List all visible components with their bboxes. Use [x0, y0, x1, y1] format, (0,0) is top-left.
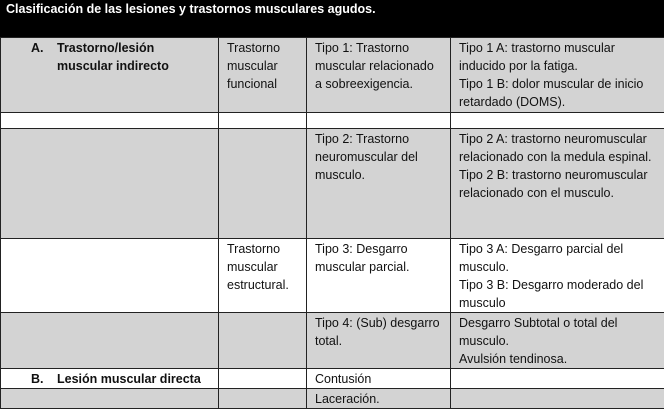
- table-row: [1, 38, 664, 113]
- section-a-label: Trastorno/lesión muscular indirecto: [57, 39, 207, 75]
- table-row: [1, 129, 664, 239]
- type-2-details: [451, 129, 664, 239]
- subcategory-empty: [219, 129, 307, 239]
- subcategory-empty: [219, 313, 307, 369]
- classification-grid: [0, 37, 664, 409]
- type-3: Tipo 3: Desgarro muscular parcial.: [307, 239, 451, 313]
- table-row: [1, 389, 664, 409]
- table-row-spacer: [1, 113, 664, 129]
- type-1: Tipo 1: Trastorno muscular relacionado a sobreexigencia.: [307, 38, 451, 113]
- subcategory-structural: Trastorno muscular estructural.: [219, 239, 307, 313]
- section-a-cell: [1, 38, 219, 113]
- type-2: Tipo 2: Trastorno neuromuscular del musculo.: [307, 129, 451, 239]
- type-4-avulsion-text: Avulsión tendinosa.: [459, 350, 658, 368]
- section-b-label: Lesión muscular directa: [57, 370, 201, 388]
- type-2b-text: Tipo 2 B: trastorno neuromuscular relacionado con el musculo.: [459, 166, 658, 202]
- type-1a-text: Tipo 1 A: trastorno muscular inducido por la fatiga.: [459, 39, 658, 75]
- section-b-cell: [1, 369, 219, 389]
- direct-laceration: Laceración.: [307, 389, 451, 409]
- direct-contusion: Contusión: [307, 369, 451, 389]
- table-row: [1, 369, 664, 389]
- section-b-letter: B.: [7, 370, 57, 388]
- type-4-detail-text: Desgarro Subtotal o total del musculo.: [459, 314, 658, 350]
- type-1b-text: Tipo 1 B: dolor muscular de inicio retardado (DOMS).: [459, 75, 658, 111]
- table-row: [1, 239, 664, 313]
- type-1-details: [451, 38, 664, 113]
- type-4: Tipo 4: (Sub) desgarro total.: [307, 313, 451, 369]
- type-3-details: [451, 239, 664, 313]
- type-3b-text: Tipo 3 B: Desgarro moderado del musculo: [459, 276, 658, 312]
- table-title: Clasificación de las lesiones y trastornos musculares agudos.: [0, 0, 664, 37]
- subcategory-functional: Trastorno muscular funcional: [219, 38, 307, 113]
- type-2a-text: Tipo 2 A: trastorno neuromuscular relacionado con la medula espinal.: [459, 130, 658, 166]
- type-4-details: [451, 313, 664, 369]
- table-row: [1, 313, 664, 369]
- type-3a-text: Tipo 3 A: Desgarro parcial del musculo.: [459, 240, 658, 276]
- section-a-letter: A.: [7, 39, 57, 57]
